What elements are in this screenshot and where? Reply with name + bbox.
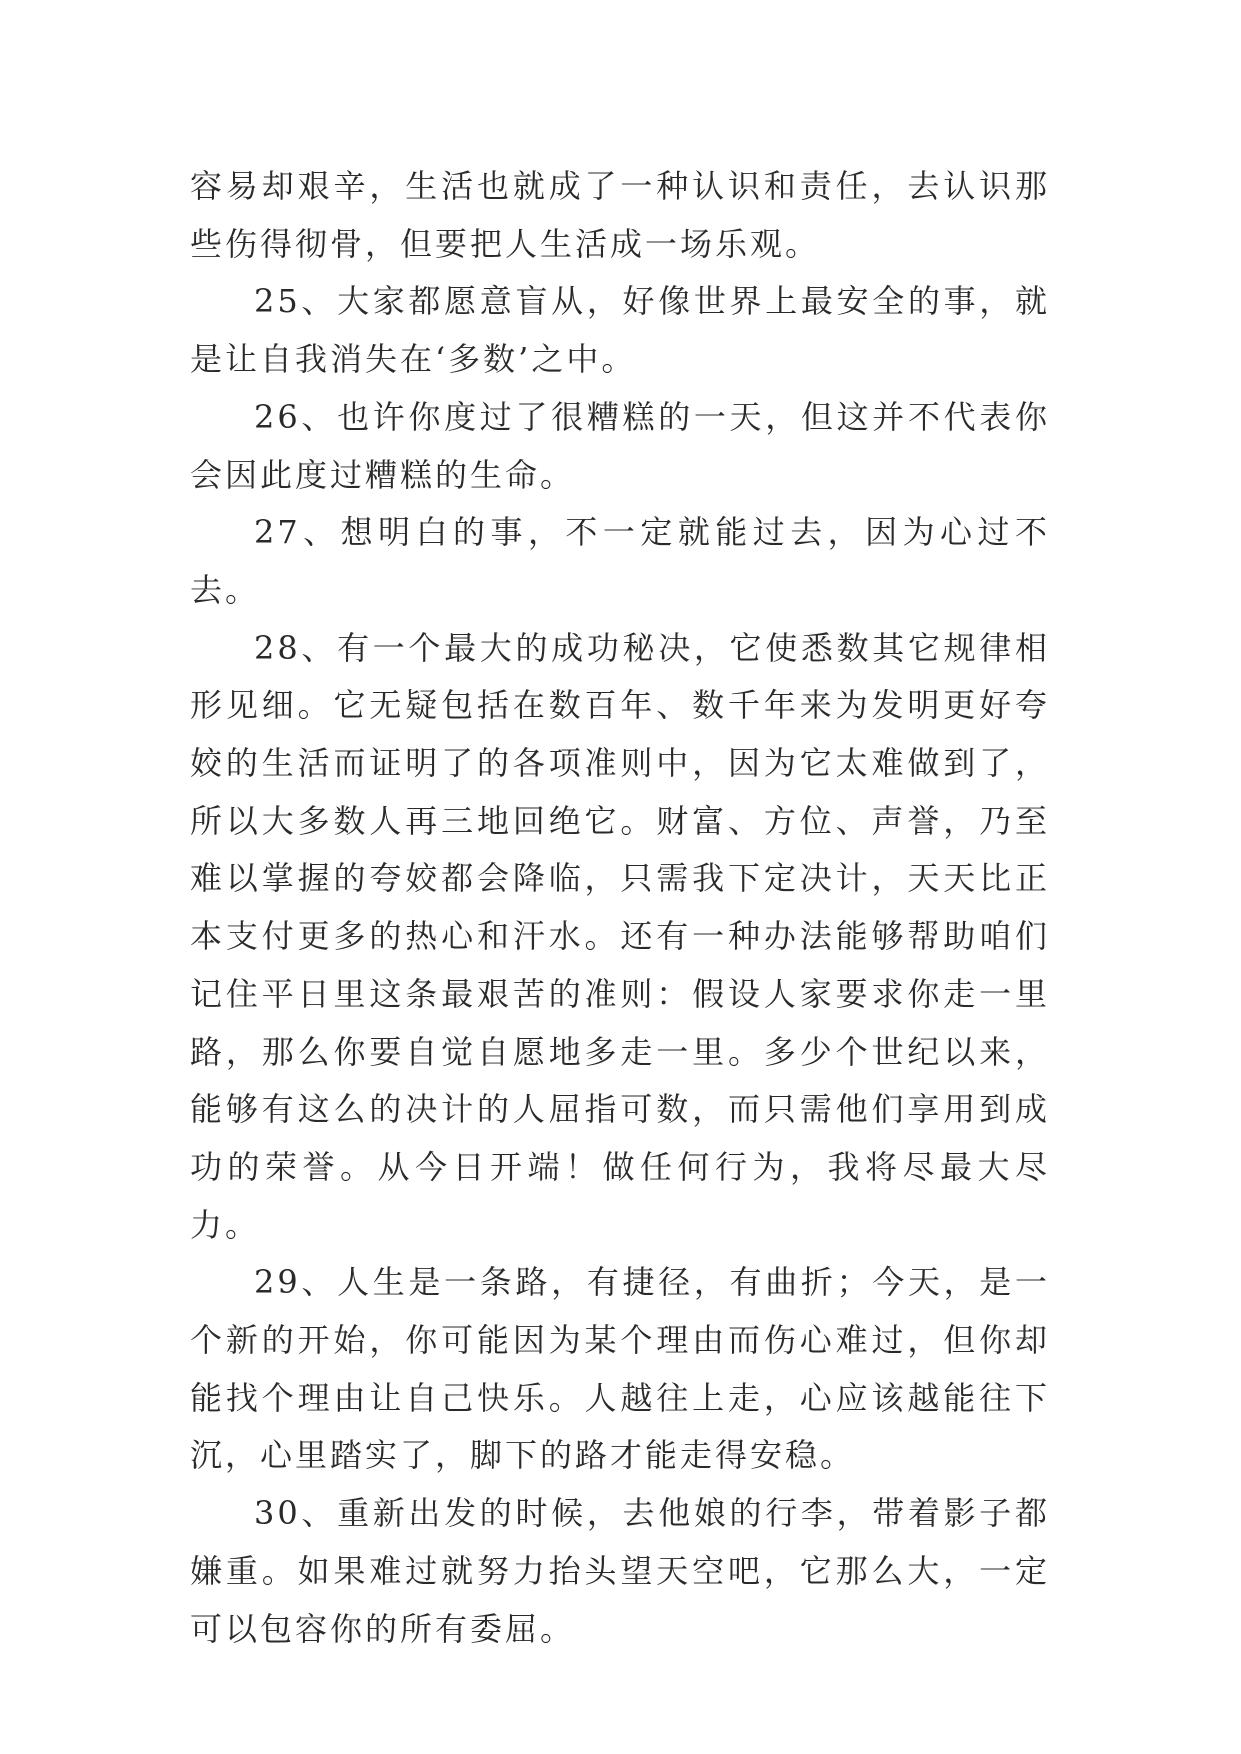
paragraph-25: 25、大家都愿意盲从，好像世界上最安全的事，就是让自我消失在‘多数’之中。 bbox=[190, 282, 1050, 379]
paragraph-continuation: 容易却艰辛，生活也就成了一种认识和责任，去认识那些伤得彻骨，但要把人生活成一场乐观。 bbox=[190, 167, 1050, 263]
paragraph-26: 26、也许你度过了很糟糕的一天，但这并不代表你会因此度过糟糕的生命。 bbox=[190, 397, 1050, 494]
paragraph-28: 28、有一个最大的成功秘决，它使悉数其它规律相形见细。它无疑包括在数百年、数千年来为发明更好夸姣的生活而证明了的各项准则中，因为它太难做到了，所以大多数人再三地回绝它。财富、方位、声誉，乃至难以掌握的夸姣都会降临，只需我下定决计，天天比正本支付更多的热心和汗水。还有一种办法能够帮助咱们记住平日里这条最艰苦的准则：假设人家要求你走一里路，那么你要自觉自愿地多走一里。多少个世纪以来，能够有这么的决计的人屈指可数，而只需他们享用到成功的荣誉。从今日开端！做任何行为，我将尽最大尽力。 bbox=[190, 628, 1050, 1244]
paragraph-29: 29、人生是一条路，有捷径，有曲折；今天，是一个新的开始，你可能因为某个理由而伤心难过，但你却能找个理由让自己快乐。人越往上走，心应该越能往下沉，心里踏实了，脚下的路才能走得安稳。 bbox=[190, 1263, 1050, 1475]
document-body bbox=[190, 158, 1050, 1658]
paragraph-27: 27、想明白的事，不一定就能过去，因为心过不去。 bbox=[190, 513, 1050, 609]
paragraph-30: 30、重新出发的时候，去他娘的行李，带着影子都嫌重。如果难过就努力抬头望天空吧，它那么大，一定可以包容你的所有委屈。 bbox=[190, 1494, 1050, 1648]
